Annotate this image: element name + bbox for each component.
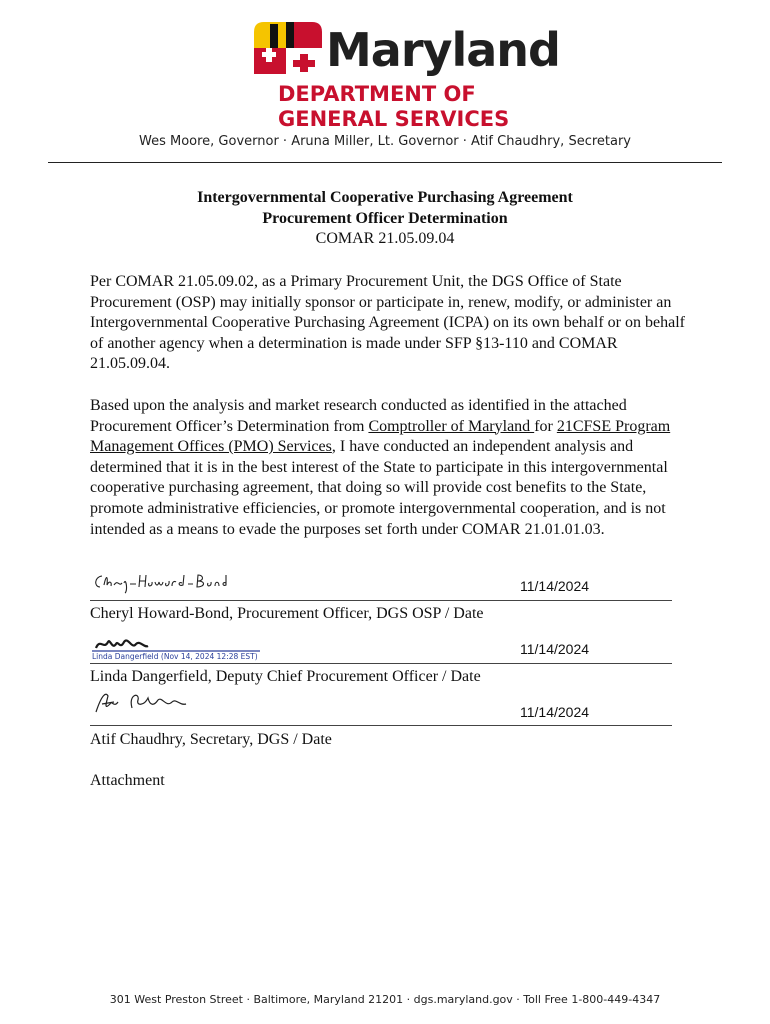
signature-cheryl-howard-bond bbox=[92, 571, 227, 595]
department-line-2: GENERAL SERVICES bbox=[278, 107, 510, 131]
attachment-label: Attachment bbox=[90, 772, 165, 789]
paragraph-determination bbox=[90, 396, 690, 540]
header-rule bbox=[48, 162, 722, 163]
signature-2-stamp: Linda Dangerfield (Nov 14, 2024 12:28 EST) bbox=[92, 652, 258, 661]
department-line-1: DEPARTMENT OF bbox=[278, 82, 476, 106]
signature-2-caption: Linda Dangerfield, Deputy Chief Procurement Officer / Date bbox=[90, 668, 481, 685]
p2-text-b: for bbox=[534, 417, 557, 435]
signature-3-date: 11/14/2024 bbox=[520, 704, 590, 720]
signature-3-line bbox=[90, 725, 672, 726]
dgs-logo bbox=[248, 18, 560, 136]
document-title bbox=[0, 188, 770, 250]
logo-wordmark: Maryland bbox=[326, 23, 560, 77]
department-name bbox=[278, 82, 509, 132]
title-line-1: Intergovernmental Cooperative Purchasing Agreement bbox=[197, 189, 573, 206]
comptroller-link: Comptroller of Maryland bbox=[368, 417, 535, 435]
p2-text-c: , I have conducted an independent analysis and determined that it is in the best interest of the State to participate in this intergovernmental cooperative purchasing agreement, that doing so will provide cost benefits to the State, promote administrative efficiencies, or promote intergovernmental cooperation, and is not intended as a means to evade the purposes set forth under COMAR 21.01.01.03. bbox=[90, 438, 668, 538]
signature-atif-chaudhry bbox=[92, 690, 192, 716]
title-line-2: Procurement Officer Determination bbox=[262, 209, 508, 227]
footer-address: 301 West Preston Street · Baltimore, Maryland 21201 · dgs.maryland.gov · Toll Free 1-800-449-4347 bbox=[109, 993, 661, 1006]
officials-line: Wes Moore, Governor · Aruna Miller, Lt. Governor · Atif Chaudhry, Secretary bbox=[138, 134, 631, 149]
paragraph-authority: Per COMAR 21.05.09.02, as a Primary Procurement Unit, the DGS Office of State Procurement (OSP) may initially sponsor or participate in, renew, modify, or administer an Intergovernmental Cooperative Purchasing Agreement (ICPA) on its own behalf or on behalf of another agency when a determination is made under SFP §13-110 and COMAR 21.05.09.04. bbox=[90, 273, 685, 373]
signature-3-caption: Atif Chaudhry, Secretary, DGS / Date bbox=[90, 731, 332, 748]
signature-1-caption: Cheryl Howard-Bond, Procurement Officer, DGS OSP / Date bbox=[90, 605, 484, 622]
maryland-flag-icon bbox=[248, 20, 324, 76]
signature-2-date: 11/14/2024 bbox=[520, 641, 590, 657]
title-line-3: COMAR 21.05.09.04 bbox=[315, 230, 455, 247]
signature-1-line bbox=[90, 600, 672, 601]
signature-1-date: 11/14/2024 bbox=[520, 578, 590, 594]
p2-text-a: Based upon the analysis and market research conducted as identified in the attached Procurement Officer’s Determination from bbox=[90, 397, 627, 435]
signature-2-line bbox=[90, 663, 672, 664]
pmo-services-link: 21CFSE Program Management Offices (PMO) Services bbox=[90, 417, 671, 456]
